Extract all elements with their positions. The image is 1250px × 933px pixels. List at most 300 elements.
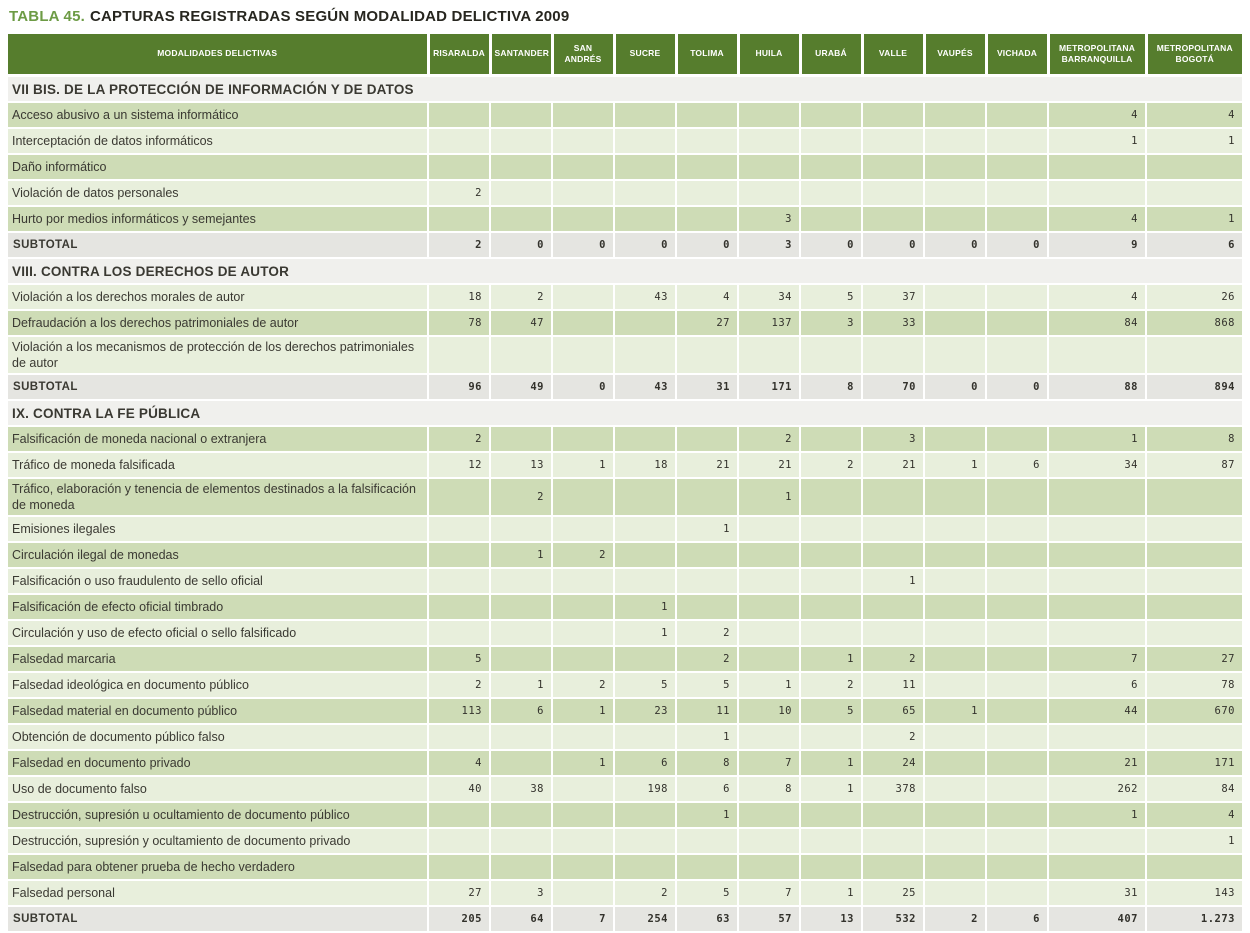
- value-cell: [800, 828, 862, 854]
- value-cell: [614, 828, 676, 854]
- value-cell: [986, 828, 1048, 854]
- subtotal-value-cell: 205: [428, 906, 490, 932]
- value-cell: 1: [552, 452, 614, 478]
- table-row: [8, 478, 1242, 516]
- value-cell: 3: [738, 206, 800, 232]
- table-title-text: CAPTURAS REGISTRADAS SEGÚN MODALIDAD DELICTIVA 2009: [89, 8, 570, 25]
- value-cell: 1: [1146, 128, 1242, 154]
- value-cell: 1: [800, 646, 862, 672]
- value-cell: 1: [676, 516, 738, 542]
- value-cell: [552, 284, 614, 310]
- value-cell: [986, 128, 1048, 154]
- value-cell: 65: [862, 698, 924, 724]
- value-cell: 1: [924, 698, 986, 724]
- subtotal-value-cell: 0: [924, 232, 986, 258]
- subtotal-value-cell: 0: [800, 232, 862, 258]
- value-cell: [552, 802, 614, 828]
- row-label: Acceso abusivo a un sistema informático: [8, 102, 428, 128]
- row-label: Tráfico de moneda falsificada: [8, 452, 428, 478]
- table-row: [8, 542, 1242, 568]
- value-cell: [676, 154, 738, 180]
- value-cell: 38: [490, 776, 552, 802]
- value-cell: [552, 180, 614, 206]
- table-row: [8, 672, 1242, 698]
- value-cell: 1: [738, 478, 800, 516]
- value-cell: [986, 724, 1048, 750]
- subtotal-value-cell: 13: [800, 906, 862, 932]
- row-label: Violación a los mecanismos de protección de los derechos patrimoniales de autor: [8, 336, 428, 374]
- value-cell: 8: [1146, 426, 1242, 452]
- value-cell: [862, 102, 924, 128]
- value-cell: 2: [428, 672, 490, 698]
- value-cell: 27: [428, 880, 490, 906]
- value-cell: [490, 620, 552, 646]
- value-cell: [676, 542, 738, 568]
- table-row: [8, 516, 1242, 542]
- value-cell: [676, 180, 738, 206]
- value-cell: [986, 594, 1048, 620]
- subtotal-label: SUBTOTAL: [8, 906, 428, 932]
- value-cell: 1: [924, 452, 986, 478]
- value-cell: [490, 180, 552, 206]
- table-row: [8, 128, 1242, 154]
- value-cell: [614, 516, 676, 542]
- value-cell: [738, 854, 800, 880]
- table-row: [8, 594, 1242, 620]
- value-cell: 6: [1048, 672, 1146, 698]
- value-cell: 1: [1048, 128, 1146, 154]
- value-cell: 1: [1146, 206, 1242, 232]
- column-header: VAUPÉS: [924, 34, 986, 76]
- value-cell: 6: [490, 698, 552, 724]
- value-cell: [552, 568, 614, 594]
- row-label: Falsificación de efecto oficial timbrado: [8, 594, 428, 620]
- value-cell: [924, 516, 986, 542]
- section-header-row: [8, 258, 1242, 284]
- table-row: [8, 698, 1242, 724]
- value-cell: [614, 646, 676, 672]
- value-cell: [428, 102, 490, 128]
- value-cell: [1048, 620, 1146, 646]
- value-cell: [986, 672, 1048, 698]
- value-cell: [614, 336, 676, 374]
- subtotal-value-cell: 3: [738, 232, 800, 258]
- value-cell: [738, 828, 800, 854]
- value-cell: [986, 478, 1048, 516]
- value-cell: [490, 646, 552, 672]
- value-cell: 2: [428, 426, 490, 452]
- value-cell: [1146, 478, 1242, 516]
- row-label: Falsedad material en documento público: [8, 698, 428, 724]
- value-cell: 33: [862, 310, 924, 336]
- value-cell: 1: [614, 594, 676, 620]
- table-row: [8, 284, 1242, 310]
- value-cell: [800, 426, 862, 452]
- value-cell: [428, 154, 490, 180]
- table-row: [8, 724, 1242, 750]
- value-cell: 3: [490, 880, 552, 906]
- value-cell: [924, 802, 986, 828]
- value-cell: [1048, 724, 1146, 750]
- value-cell: [986, 880, 1048, 906]
- value-cell: [738, 802, 800, 828]
- subtotal-value-cell: 6: [1146, 232, 1242, 258]
- table-number: TABLA 45.: [9, 8, 85, 25]
- value-cell: [862, 594, 924, 620]
- value-cell: [800, 542, 862, 568]
- table-row: [8, 336, 1242, 374]
- value-cell: [676, 426, 738, 452]
- value-cell: [1146, 516, 1242, 542]
- value-cell: [924, 724, 986, 750]
- value-cell: [924, 776, 986, 802]
- table-row: [8, 206, 1242, 232]
- value-cell: [1048, 568, 1146, 594]
- value-cell: [924, 542, 986, 568]
- value-cell: [1146, 568, 1242, 594]
- subtotal-value-cell: 894: [1146, 374, 1242, 400]
- value-cell: [428, 828, 490, 854]
- subtotal-value-cell: 0: [986, 374, 1048, 400]
- value-cell: [614, 802, 676, 828]
- value-cell: [924, 828, 986, 854]
- value-cell: [490, 802, 552, 828]
- value-cell: 2: [862, 646, 924, 672]
- value-cell: 5: [676, 880, 738, 906]
- value-cell: [924, 568, 986, 594]
- value-cell: [924, 180, 986, 206]
- value-cell: [428, 802, 490, 828]
- value-cell: 1: [1146, 828, 1242, 854]
- value-cell: 2: [738, 426, 800, 452]
- subtotal-value-cell: 0: [552, 232, 614, 258]
- value-cell: [676, 594, 738, 620]
- value-cell: [924, 478, 986, 516]
- value-cell: [552, 854, 614, 880]
- row-label: Obtención de documento público falso: [8, 724, 428, 750]
- value-cell: [1048, 594, 1146, 620]
- value-cell: [552, 206, 614, 232]
- value-cell: 78: [1146, 672, 1242, 698]
- value-cell: [1048, 478, 1146, 516]
- value-cell: 2: [490, 478, 552, 516]
- value-cell: [738, 516, 800, 542]
- value-cell: [986, 776, 1048, 802]
- value-cell: [614, 206, 676, 232]
- value-cell: [614, 154, 676, 180]
- subtotal-value-cell: 0: [986, 232, 1048, 258]
- value-cell: 1: [1048, 426, 1146, 452]
- value-cell: [924, 646, 986, 672]
- row-label: Falsedad ideológica en documento público: [8, 672, 428, 698]
- value-cell: [738, 646, 800, 672]
- row-label: Tráfico, elaboración y tenencia de elementos destinados a la falsificación de moneda: [8, 478, 428, 516]
- table-row: [8, 620, 1242, 646]
- value-cell: [428, 594, 490, 620]
- value-cell: 2: [800, 672, 862, 698]
- value-cell: 113: [428, 698, 490, 724]
- value-cell: [490, 128, 552, 154]
- subtotal-value-cell: 70: [862, 374, 924, 400]
- value-cell: [1048, 180, 1146, 206]
- value-cell: 5: [676, 672, 738, 698]
- value-cell: [924, 672, 986, 698]
- value-cell: [924, 310, 986, 336]
- value-cell: [986, 154, 1048, 180]
- value-cell: [738, 594, 800, 620]
- value-cell: [614, 568, 676, 594]
- value-cell: 198: [614, 776, 676, 802]
- value-cell: [428, 128, 490, 154]
- row-label: Emisiones ilegales: [8, 516, 428, 542]
- value-cell: [800, 206, 862, 232]
- value-cell: [924, 206, 986, 232]
- value-cell: [800, 128, 862, 154]
- value-cell: [614, 854, 676, 880]
- value-cell: [552, 620, 614, 646]
- value-cell: [552, 310, 614, 336]
- value-cell: 137: [738, 310, 800, 336]
- value-cell: 1: [738, 672, 800, 698]
- value-cell: [924, 128, 986, 154]
- table-row: [8, 854, 1242, 880]
- value-cell: [862, 620, 924, 646]
- column-header: METROPOLITANA BARRANQUILLA: [1048, 34, 1146, 76]
- table-row: [8, 452, 1242, 478]
- table-row: [8, 568, 1242, 594]
- row-label: Falsificación de moneda nacional o extranjera: [8, 426, 428, 452]
- value-cell: 3: [862, 426, 924, 452]
- value-cell: [676, 828, 738, 854]
- table-header: [8, 34, 1242, 76]
- value-cell: [552, 828, 614, 854]
- value-cell: 1: [862, 568, 924, 594]
- value-cell: 84: [1146, 776, 1242, 802]
- row-label: Falsedad personal: [8, 880, 428, 906]
- table-title: [9, 8, 1242, 25]
- subtotal-value-cell: 64: [490, 906, 552, 932]
- value-cell: [490, 154, 552, 180]
- value-cell: [428, 206, 490, 232]
- subtotal-row: [8, 374, 1242, 400]
- value-cell: [614, 542, 676, 568]
- value-cell: [552, 646, 614, 672]
- value-cell: [924, 284, 986, 310]
- value-cell: [986, 620, 1048, 646]
- row-label: Circulación y uso de efecto oficial o sello falsificado: [8, 620, 428, 646]
- value-cell: [924, 854, 986, 880]
- value-cell: [1146, 620, 1242, 646]
- value-cell: [1146, 180, 1242, 206]
- value-cell: [924, 750, 986, 776]
- value-cell: [924, 336, 986, 374]
- row-label: Falsificación o uso fraudulento de sello oficial: [8, 568, 428, 594]
- value-cell: [924, 154, 986, 180]
- value-cell: 34: [738, 284, 800, 310]
- value-cell: 13: [490, 452, 552, 478]
- captures-table: [8, 34, 1242, 933]
- subtotal-value-cell: 57: [738, 906, 800, 932]
- value-cell: [1048, 516, 1146, 542]
- value-cell: 25: [862, 880, 924, 906]
- table-row: [8, 880, 1242, 906]
- value-cell: [676, 568, 738, 594]
- table-row: [8, 750, 1242, 776]
- value-cell: 1: [552, 698, 614, 724]
- value-cell: [552, 880, 614, 906]
- subtotal-value-cell: 254: [614, 906, 676, 932]
- value-cell: 1: [800, 776, 862, 802]
- value-cell: [800, 478, 862, 516]
- value-cell: [676, 128, 738, 154]
- value-cell: [924, 620, 986, 646]
- value-cell: 4: [428, 750, 490, 776]
- value-cell: [428, 568, 490, 594]
- value-cell: [800, 620, 862, 646]
- value-cell: [862, 542, 924, 568]
- value-cell: [800, 102, 862, 128]
- value-cell: [552, 516, 614, 542]
- value-cell: [862, 206, 924, 232]
- value-cell: 10: [738, 698, 800, 724]
- subtotal-label: SUBTOTAL: [8, 232, 428, 258]
- value-cell: [986, 542, 1048, 568]
- value-cell: [428, 724, 490, 750]
- value-cell: [986, 854, 1048, 880]
- table-row: [8, 180, 1242, 206]
- subtotal-value-cell: 0: [676, 232, 738, 258]
- value-cell: 24: [862, 750, 924, 776]
- section-title: VIII. CONTRA LOS DERECHOS DE AUTOR: [8, 258, 1242, 284]
- value-cell: 7: [1048, 646, 1146, 672]
- row-label: Defraudación a los derechos patrimoniales de autor: [8, 310, 428, 336]
- value-cell: 1: [552, 750, 614, 776]
- value-cell: [862, 854, 924, 880]
- value-cell: [676, 206, 738, 232]
- value-cell: 2: [676, 646, 738, 672]
- row-label: Interceptación de datos informáticos: [8, 128, 428, 154]
- value-cell: [738, 102, 800, 128]
- value-cell: 87: [1146, 452, 1242, 478]
- subtotal-row: [8, 232, 1242, 258]
- value-cell: [738, 128, 800, 154]
- value-cell: [428, 336, 490, 374]
- value-cell: [490, 594, 552, 620]
- value-cell: [490, 828, 552, 854]
- value-cell: [986, 802, 1048, 828]
- value-cell: [676, 102, 738, 128]
- value-cell: [738, 336, 800, 374]
- subtotal-value-cell: 0: [552, 374, 614, 400]
- value-cell: 2: [614, 880, 676, 906]
- value-cell: 1: [490, 672, 552, 698]
- value-cell: [428, 542, 490, 568]
- value-cell: 4: [1048, 284, 1146, 310]
- value-cell: 2: [552, 672, 614, 698]
- subtotal-value-cell: 0: [924, 374, 986, 400]
- subtotal-value-cell: 6: [986, 906, 1048, 932]
- row-label: Falsedad marcaria: [8, 646, 428, 672]
- value-cell: [800, 854, 862, 880]
- column-header: URABÁ: [800, 34, 862, 76]
- value-cell: [614, 478, 676, 516]
- value-cell: [614, 180, 676, 206]
- value-cell: [490, 102, 552, 128]
- value-cell: [428, 620, 490, 646]
- subtotal-value-cell: 1.273: [1146, 906, 1242, 932]
- value-cell: [552, 724, 614, 750]
- value-cell: 4: [1048, 102, 1146, 128]
- value-cell: [428, 854, 490, 880]
- value-cell: [552, 478, 614, 516]
- value-cell: [924, 102, 986, 128]
- value-cell: [490, 426, 552, 452]
- value-cell: [738, 542, 800, 568]
- value-cell: [738, 154, 800, 180]
- value-cell: [986, 750, 1048, 776]
- subtotal-value-cell: 96: [428, 374, 490, 400]
- value-cell: 171: [1146, 750, 1242, 776]
- table-row: [8, 776, 1242, 802]
- value-cell: 7: [738, 750, 800, 776]
- value-cell: [1146, 336, 1242, 374]
- subtotal-value-cell: 8: [800, 374, 862, 400]
- value-cell: [428, 516, 490, 542]
- column-header-modalidades: MODALIDADES DELICTIVAS: [8, 34, 428, 76]
- value-cell: [986, 426, 1048, 452]
- value-cell: 1: [676, 802, 738, 828]
- subtotal-value-cell: 88: [1048, 374, 1146, 400]
- value-cell: 84: [1048, 310, 1146, 336]
- value-cell: 143: [1146, 880, 1242, 906]
- value-cell: [676, 854, 738, 880]
- value-cell: 1: [614, 620, 676, 646]
- value-cell: [1048, 828, 1146, 854]
- value-cell: 21: [676, 452, 738, 478]
- value-cell: 43: [614, 284, 676, 310]
- value-cell: 18: [428, 284, 490, 310]
- subtotal-value-cell: 7: [552, 906, 614, 932]
- value-cell: 8: [738, 776, 800, 802]
- value-cell: 5: [800, 698, 862, 724]
- row-label: Falsedad en documento privado: [8, 750, 428, 776]
- value-cell: [800, 180, 862, 206]
- value-cell: [986, 698, 1048, 724]
- column-header: SAN ANDRÉS: [552, 34, 614, 76]
- row-label: Destrucción, supresión y ocultamiento de documento privado: [8, 828, 428, 854]
- value-cell: 4: [1146, 102, 1242, 128]
- value-cell: 31: [1048, 880, 1146, 906]
- value-cell: [986, 516, 1048, 542]
- value-cell: [490, 724, 552, 750]
- value-cell: [800, 154, 862, 180]
- value-cell: 47: [490, 310, 552, 336]
- value-cell: [552, 128, 614, 154]
- value-cell: [800, 516, 862, 542]
- value-cell: [552, 154, 614, 180]
- value-cell: 262: [1048, 776, 1146, 802]
- value-cell: 21: [738, 452, 800, 478]
- subtotal-value-cell: 43: [614, 374, 676, 400]
- value-cell: [614, 102, 676, 128]
- value-cell: 3: [800, 310, 862, 336]
- table-row: [8, 426, 1242, 452]
- value-cell: 34: [1048, 452, 1146, 478]
- value-cell: 6: [986, 452, 1048, 478]
- value-cell: 868: [1146, 310, 1242, 336]
- value-cell: [490, 336, 552, 374]
- value-cell: 40: [428, 776, 490, 802]
